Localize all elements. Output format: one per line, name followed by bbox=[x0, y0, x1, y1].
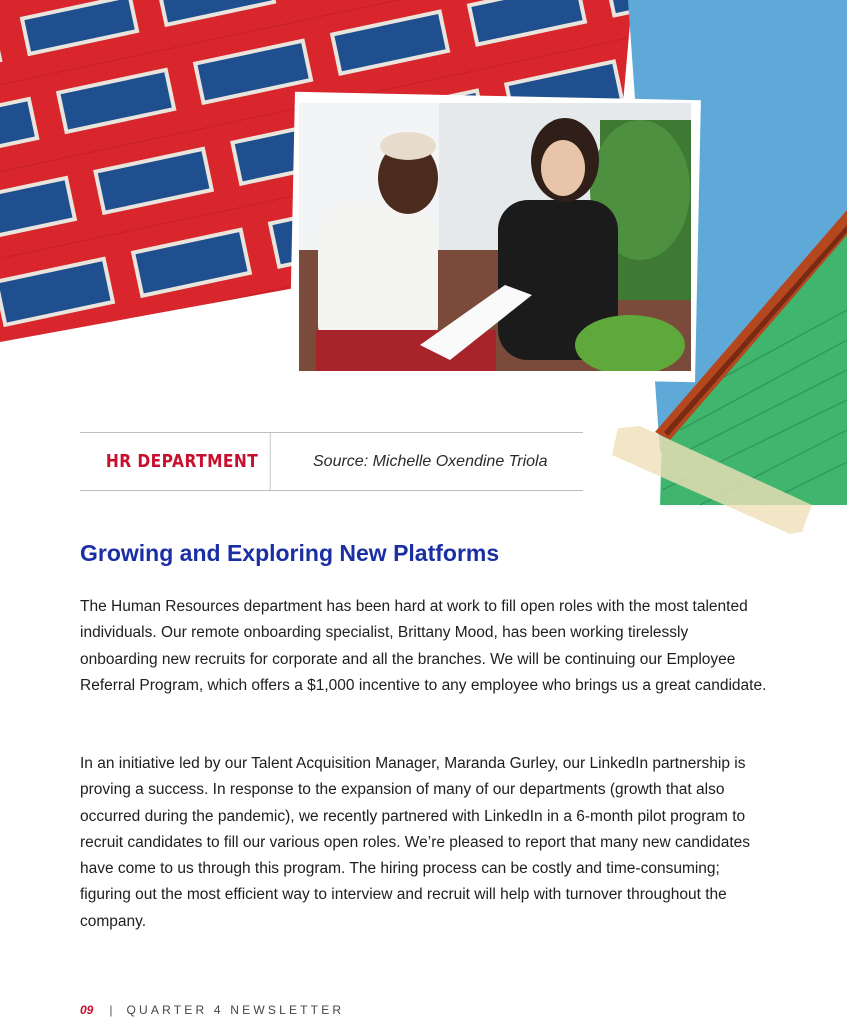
footer-separator: | bbox=[109, 1003, 113, 1017]
department-label: HR DEPARTMENT bbox=[94, 433, 270, 490]
department-bar bbox=[80, 432, 583, 491]
article-paragraph-2: In an initiative led by our Talent Acquisition Manager, Maranda Gurley, our LinkedIn partnership is proving a success. In response to the expansion of many of our departments (growth that also occurred during the pandemic), we recently partnered with LinkedIn in a 6-month pilot program to recruit candidates to fill our various open roles. We’re pleased to report that many new candidates have come to us through this program. The hiring process can be costly and time-consuming; figuring out the most efficient way to interview and recruit will help with turnover throughout the company. bbox=[80, 755, 751, 930]
main-photo bbox=[289, 92, 701, 382]
photo-source-credit: Source: Michelle Oxendine Triola bbox=[313, 452, 548, 470]
article-title: Growing and Exploring New Platforms bbox=[80, 540, 500, 566]
page-footer bbox=[80, 1003, 344, 1017]
publication-title: QUARTER 4 NEWSLETTER bbox=[126, 1003, 345, 1017]
article-paragraph-1: The Human Resources department has been hard at work to fill open roles with the most talented individuals. Our remote onboarding specialist, Brittany Mood, has been working tirelessly onboarding new recruits for corporate and all the branches. We will be continuing our Employee Referral Program, which offers a $1,000 incentive to any employee who brings us a great candidate. bbox=[80, 598, 767, 694]
page-number: 09 bbox=[80, 1003, 94, 1017]
